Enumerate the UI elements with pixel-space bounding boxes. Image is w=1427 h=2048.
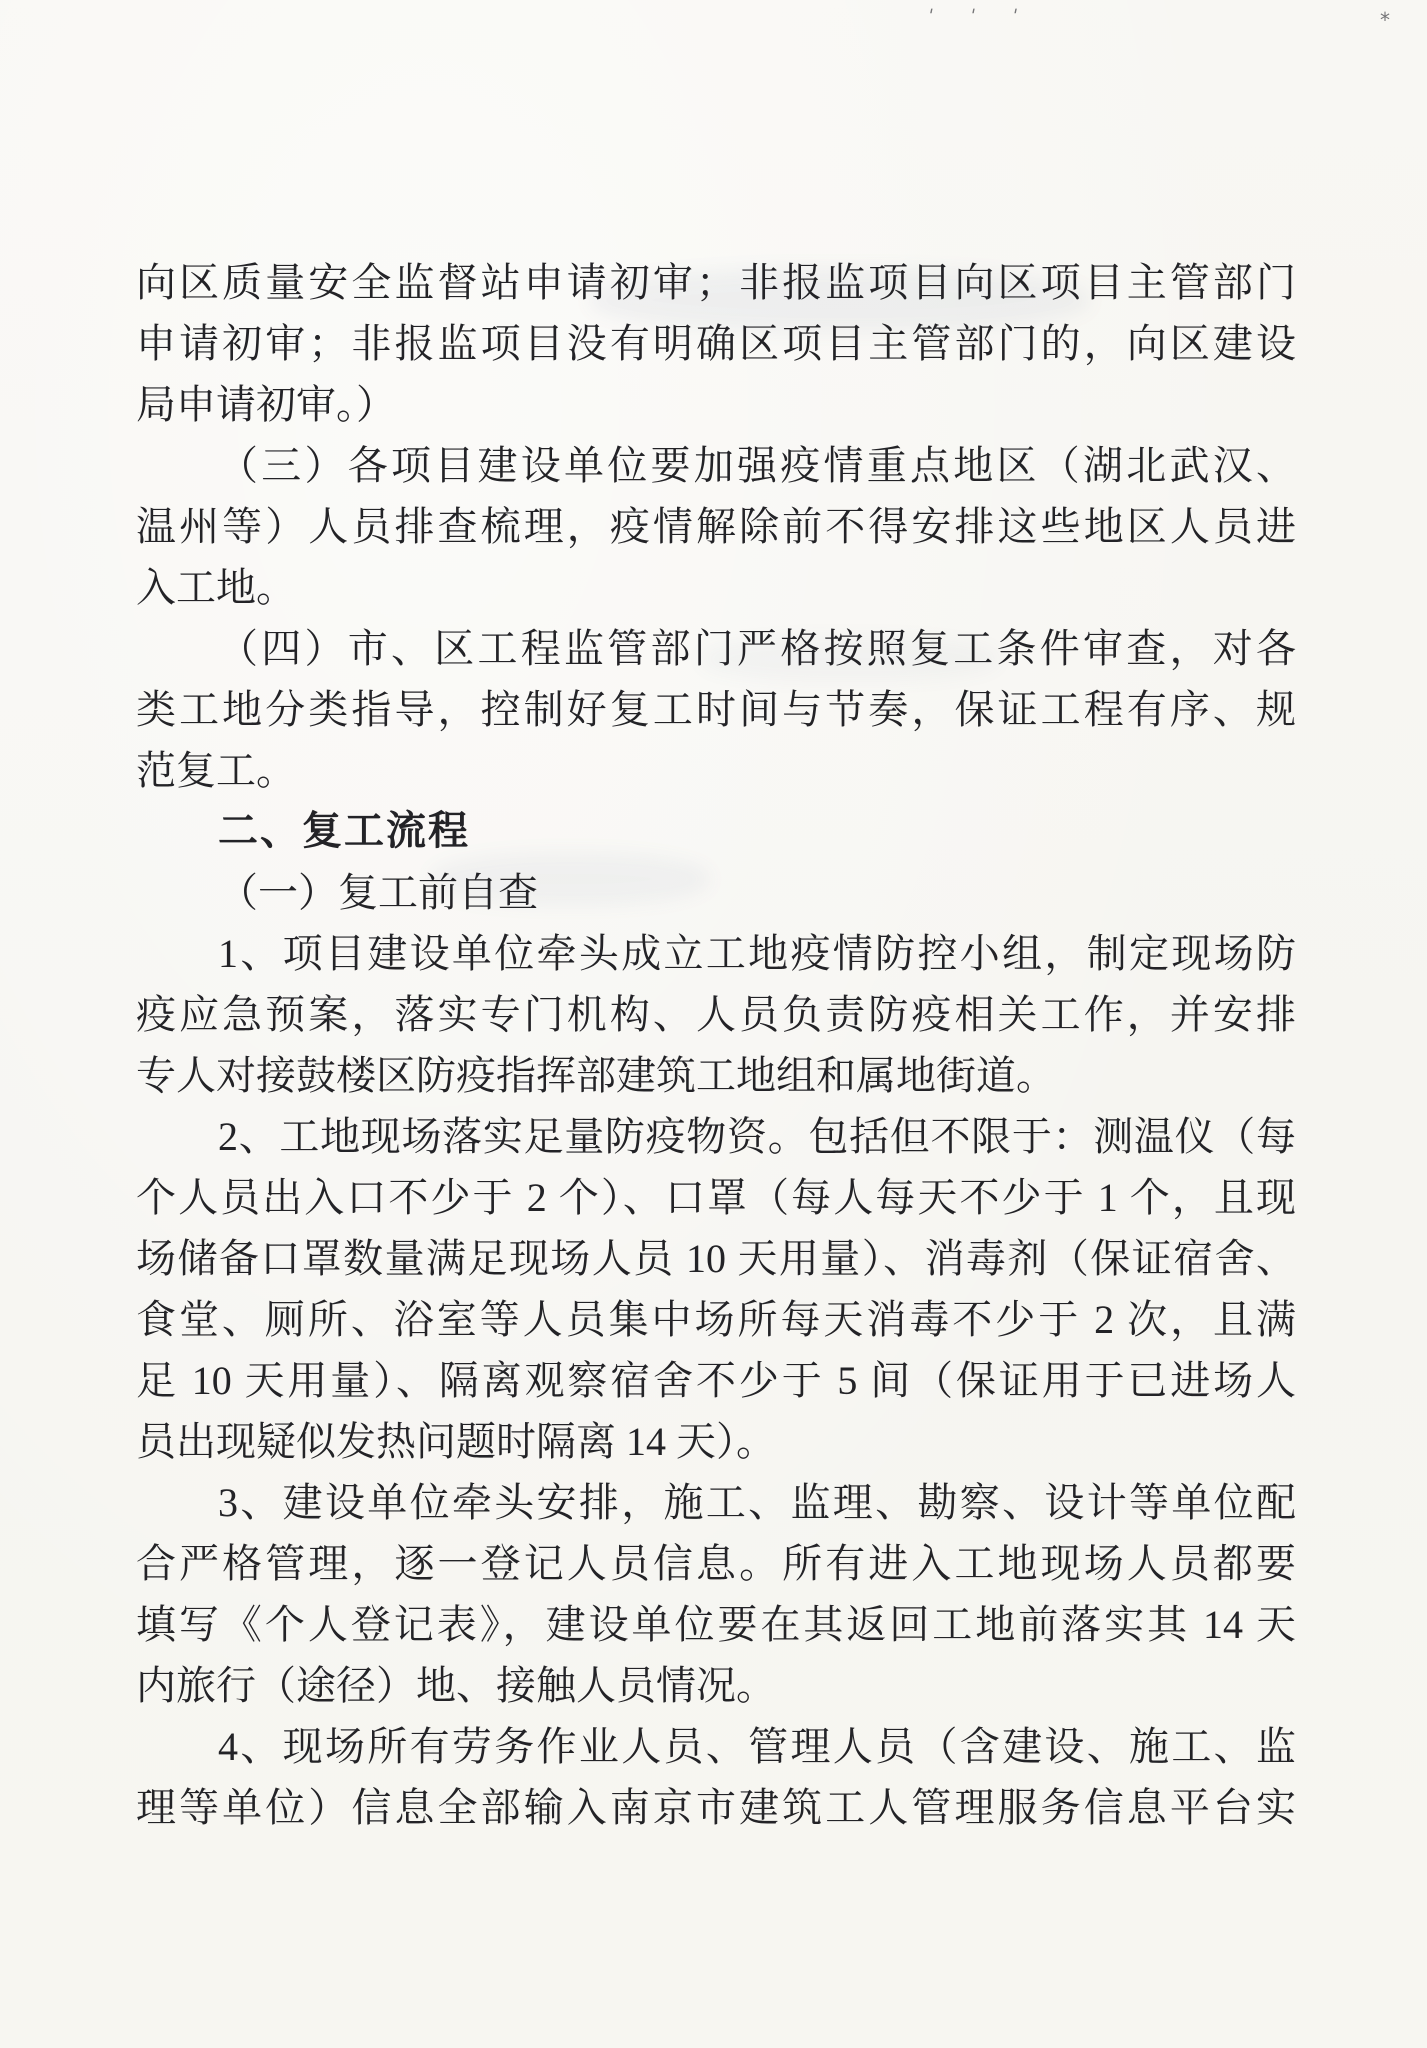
section-heading <box>136 801 1296 862</box>
text-line: 理等单位）信息全部输入南京市建筑工人管理服务信息平台实 <box>136 1785 1296 1830</box>
text-line: 场储备口罩数量满足现场人员 10 天用量）、消毒剂（保证宿舍、 <box>136 1236 1296 1281</box>
text-line: 足 10 天用量）、隔离观察宿舍不少于 5 间（保证用于已进场人 <box>136 1358 1296 1403</box>
paragraph-step-1 <box>136 923 1296 1106</box>
text-line: 1、项目建设单位牵头成立工地疫情防控小组，制定现场防 <box>218 931 1296 976</box>
text-line: 类工地分类指导，控制好复工时间与节奏，保证工程有序、规 <box>136 687 1296 732</box>
text-line: 疫应急预案，落实专门机构、人员负责防疫相关工作，并安排 <box>136 992 1296 1037</box>
text-line: 申请初审；非报监项目没有明确区项目主管部门的，向区建设 <box>136 321 1296 366</box>
text-line: 合严格管理，逐一登记人员信息。所有进入工地现场人员都要 <box>136 1541 1296 1586</box>
text-line: 4、现场所有劳务作业人员、管理人员（含建设、施工、监 <box>218 1724 1296 1769</box>
document-body <box>136 252 1296 1838</box>
text-line: 内旅行（途径）地、接触人员情况。 <box>136 1663 776 1708</box>
subsection-heading-text: （一）复工前自查 <box>218 870 538 915</box>
paragraph-step-3 <box>136 1472 1296 1716</box>
paragraph-item-3 <box>136 435 1296 618</box>
text-line: 员出现疑似发热问题时隔离 14 天）。 <box>136 1419 776 1464</box>
text-line: （四）市、区工程监管部门严格按照复工条件审查，对各 <box>218 626 1296 671</box>
text-line: 温州等）人员排查梳理，疫情解除前不得安排这些地区人员进 <box>136 504 1296 549</box>
text-line: 食堂、厕所、浴室等人员集中场所每天消毒不少于 2 次，且满 <box>136 1297 1296 1342</box>
paragraph-step-4 <box>136 1716 1296 1838</box>
section-heading-text: 二、复工流程 <box>218 809 470 853</box>
paragraph-continuation <box>136 252 1296 435</box>
text-line: 局申请初审。） <box>136 382 396 427</box>
text-line: 个人员出入口不少于 2 个）、口罩（每人每天不少于 1 个，且现 <box>136 1175 1296 1220</box>
paragraph-step-2 <box>136 1106 1296 1472</box>
subsection-heading <box>136 862 1296 923</box>
text-line: （三）各项目建设单位要加强疫情重点地区（湖北武汉、 <box>218 443 1296 488</box>
text-line: 范复工。 <box>136 748 296 793</box>
scan-artifact-mark: * <box>1380 8 1390 32</box>
text-line: 向区质量安全监督站申请初审；非报监项目向区项目主管部门 <box>136 260 1296 305</box>
paragraph-item-4 <box>136 618 1296 801</box>
text-line: 填写《个人登记表》，建设单位要在其返回工地前落实其 14 天 <box>136 1602 1296 1647</box>
text-line: 3、建设单位牵头安排，施工、监理、勘察、设计等单位配 <box>218 1480 1296 1525</box>
text-line: 2、工地现场落实足量防疫物资。包括但不限于：测温仪（每 <box>218 1114 1296 1159</box>
scan-artifact-marks: ' ' ' <box>925 6 1035 26</box>
text-line: 专人对接鼓楼区防疫指挥部建筑工地组和属地街道。 <box>136 1053 1056 1098</box>
text-line: 入工地。 <box>136 565 296 610</box>
